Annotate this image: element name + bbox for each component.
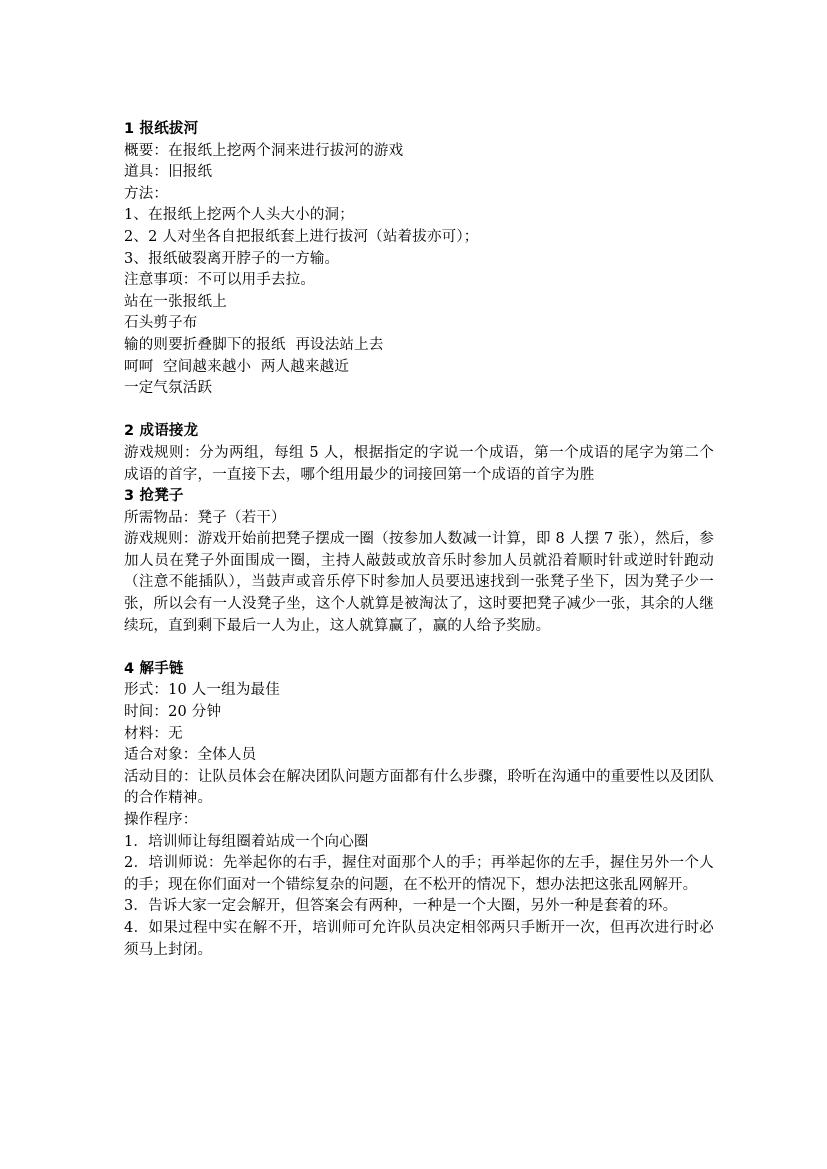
text-line: 时间：20 分钟 [124, 704, 222, 721]
paragraph: 2．培训师说：先举起你的右手，握住对面那个人的手；再举起你的左手，握住另外一个人的手；现在你们面对一个错综复杂的问题，在不松开的情况下，想办法把这张乱网解开。 [124, 855, 714, 893]
document-page [124, 119, 714, 961]
text-line: 方法： [124, 185, 169, 202]
text-line: 石头剪子布 [124, 315, 198, 332]
text-line: 概要：在报纸上挖两个洞来进行拔河的游戏 [124, 142, 404, 159]
text-line: 所需物品：凳子（若干） [124, 509, 286, 526]
paragraph: 游戏规则：游戏开始前把凳子摆成一圈（按参加人数减一计算，即 8 人摆 7 张），然后，参加人员在凳子外面围成一圈，主持人敲鼓或放音乐时参加人员就沿着顺时针或逆时针跑动（注意不能插队），当鼓声或音乐停下时参加人员要迅速找到一张凳子坐下，因为凳子少一张，所以会有一人没凳子坐，这个人就算是被淘汰了，这时要把凳子减少一张，其余的人继续玩，直到剩下最后一人为止，这人就算赢了，赢的人给予奖励。 [124, 531, 714, 634]
text-line: 呵呵 空间越来越小 两人越来越近 [124, 358, 350, 375]
text-line: 道具：旧报纸 [124, 164, 213, 181]
paragraph: 游戏规则：分为两组，每组 5 人，根据指定的字说一个成语，第一个成语的尾字为第二个成语的首字，一直接下去，哪个组用最少的词接回第一个成语的首字为胜 [124, 444, 714, 483]
text-line: 注意事项：不可以用手去拉。 [124, 272, 316, 289]
text-line: 一定气氛活跃 [124, 380, 213, 397]
text-line: 适合对象：全体人员 [124, 747, 257, 764]
section-title-4: 4 解手链 [124, 660, 184, 677]
text-line: 站在一张报纸上 [124, 293, 227, 310]
text-line: 材料：无 [124, 725, 183, 742]
section-title-3: 3 抢凳子 [124, 488, 184, 505]
text-line: 形式：10 人一组为最佳 [124, 682, 280, 699]
paragraph: 4．如果过程中实在解不开，培训师可允许队员决定相邻两只手断开一次，但再次进行时必须马上封闭。 [124, 919, 714, 958]
spacer [124, 400, 714, 422]
text-line: 2、2 人对坐各自把报纸套上进行拔河（站着拔亦可）； [124, 228, 479, 245]
text-line: 3、报纸破裂离开脖子的一方输。 [124, 250, 340, 267]
spacer [124, 637, 714, 659]
text-line: 输的则要折叠脚下的报纸 再设法站上去 [124, 336, 384, 353]
section-title-2: 2 成语接龙 [124, 423, 199, 440]
text-line: 操作程序： [124, 812, 198, 828]
section-title-1: 1 报纸拔河 [124, 121, 199, 137]
text-line: 1、在报纸上挖两个人头大小的洞； [124, 207, 354, 224]
paragraph: 活动目的：让队员体会在解决团队问题方面都有什么步骤，聆听在沟通中的重要性以及团队的合作精神。 [124, 768, 714, 807]
paragraph: 3．告诉大家一定会解开，但答案会有两种，一种是一个大圈，另外一种是套着的环。 [124, 898, 678, 915]
text-line: 1．培训师让每组圈着站成一个向心圈 [124, 833, 369, 850]
